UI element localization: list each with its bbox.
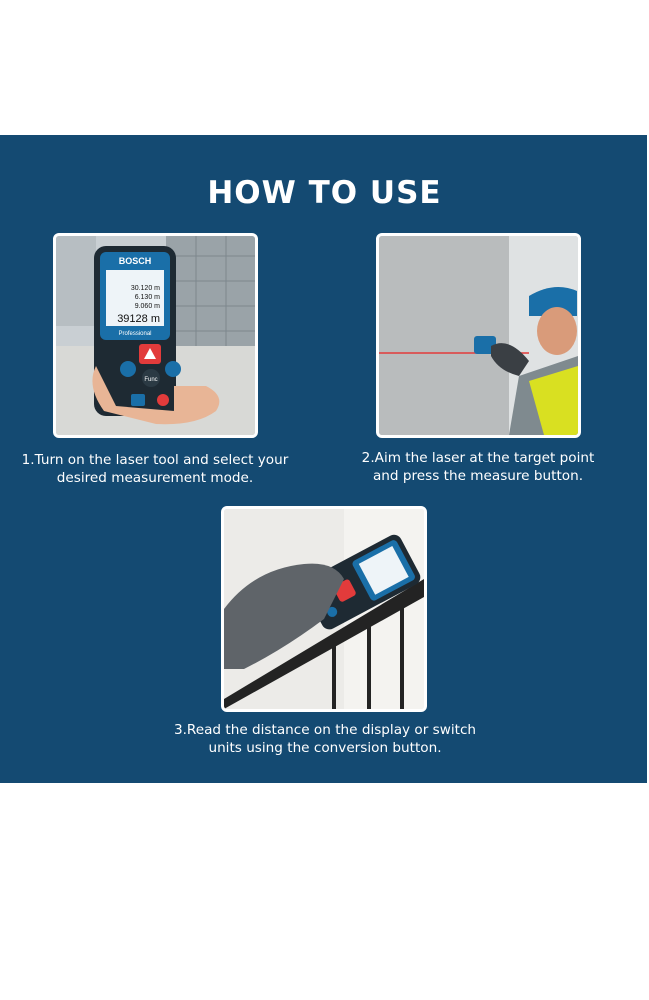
page-title: HOW TO USE [207,175,442,211]
step-3-caption [150,721,500,757]
step-1-line-2: desired measurement mode. [56,470,254,486]
step-2-line-2: and press the measure button. [372,468,584,484]
step-2-image [376,233,581,438]
step-1-line-1: 1.Turn on the laser tool and select your [21,452,289,468]
step-1-image [53,233,258,438]
step-2-line-1: 2.Aim the laser at the target point [361,450,595,466]
model-text: Professional [118,331,152,337]
step-3-line-1: 3.Read the distance on the display or switch [173,722,477,738]
reading-2: 6.130 m [134,294,160,301]
step-1-caption [5,451,305,487]
reading-1: 30.120 m [130,285,160,292]
brand-text: BOSCH [118,256,152,266]
func-label: Func [144,377,158,383]
main-reading: 39128 m [117,313,160,325]
reading-3: 9.060 m [134,303,160,310]
step-2-caption [328,449,628,485]
step-3-image [221,506,427,712]
step-3-line-2: units using the conversion button. [208,740,442,756]
